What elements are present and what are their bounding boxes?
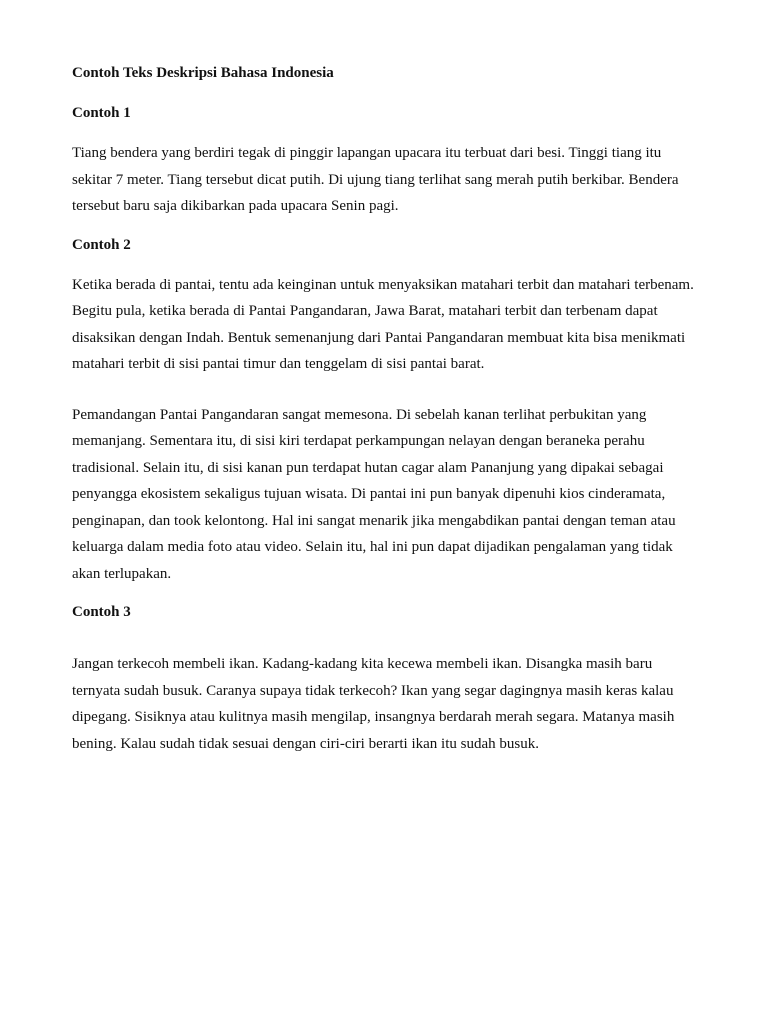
example-2-paragraph-2: Pemandangan Pantai Pangandaran sangat memesona. Di sebelah kanan terlihat perbukitan yang memanjang. Sementara itu, di sisi kiri terdapat perkampungan nelayan dengan beraneka perahu tradisional. Selain itu, di sisi kanan pun terdapat hutan cagar alam Pananjung yang dipakai sebagai penyangga ekosistem sekaligus tujuan wisata. Di pantai ini pun banyak dipenuhi kios cinderamata, penginapan, dan took kelontong. Hal ini sangat menarik jika mengabdikan pantai dengan teman atau keluarga dalam media foto atau video. Selain itu, hal ini pun dapat dijadikan pengalaman yang tidak akan terlupakan. (72, 406, 676, 582)
example-1-heading: Contoh 1 (72, 105, 131, 121)
spacer (72, 378, 704, 402)
example-2-paragraph-1: Ketika berada di pantai, tentu ada keinginan untuk menyaksikan matahari terbit dan matahari terbenam. Begitu pula, ketika berada di Pantai Pangandaran, Jawa Barat, matahari terbit dan terbenam dapat disaksikan dengan Indah. Bentuk semenanjung dari Pantai Pangandaran membuat kita bisa menikmati matahari terbit di sisi pantai timur dan tenggelam di sisi pantai barat. (72, 276, 694, 372)
document-page (72, 60, 704, 757)
document-title: Contoh Teks Deskripsi Bahasa Indonesia (72, 65, 334, 81)
example-2-heading: Contoh 2 (72, 236, 131, 253)
example-1-paragraph-1: Tiang bendera yang berdiri tegak di pinggir lapangan upacara itu terbuat dari besi. Tinggi tiang itu sekitar 7 meter. Tiang tersebut dicat putih. Di ujung tiang terlihat sang merah putih berkibar. Bendera tersebut baru saja dikibarkan pada upacara Senin pagi. (72, 145, 679, 214)
example-3-paragraph-1: Jangan terkecoh membeli ikan. Kadang-kadang kita kecewa membeli ikan. Disangka masih baru ternyata sudah busuk. Caranya supaya tidak terkecoh? Ikan yang segar dagingnya masih keras kalau dipegang. Sisiknya atau kulitnya masih mengilap, insangnya berdarah merah segara. Matanya masih bening. Kalau sudah tidak sesuai dengan ciri-ciri berarti ikan itu sudah busuk. (72, 656, 675, 752)
spacer (72, 220, 704, 232)
spacer (72, 639, 704, 651)
example-3-heading: Contoh 3 (72, 604, 131, 620)
spacer (72, 587, 704, 599)
